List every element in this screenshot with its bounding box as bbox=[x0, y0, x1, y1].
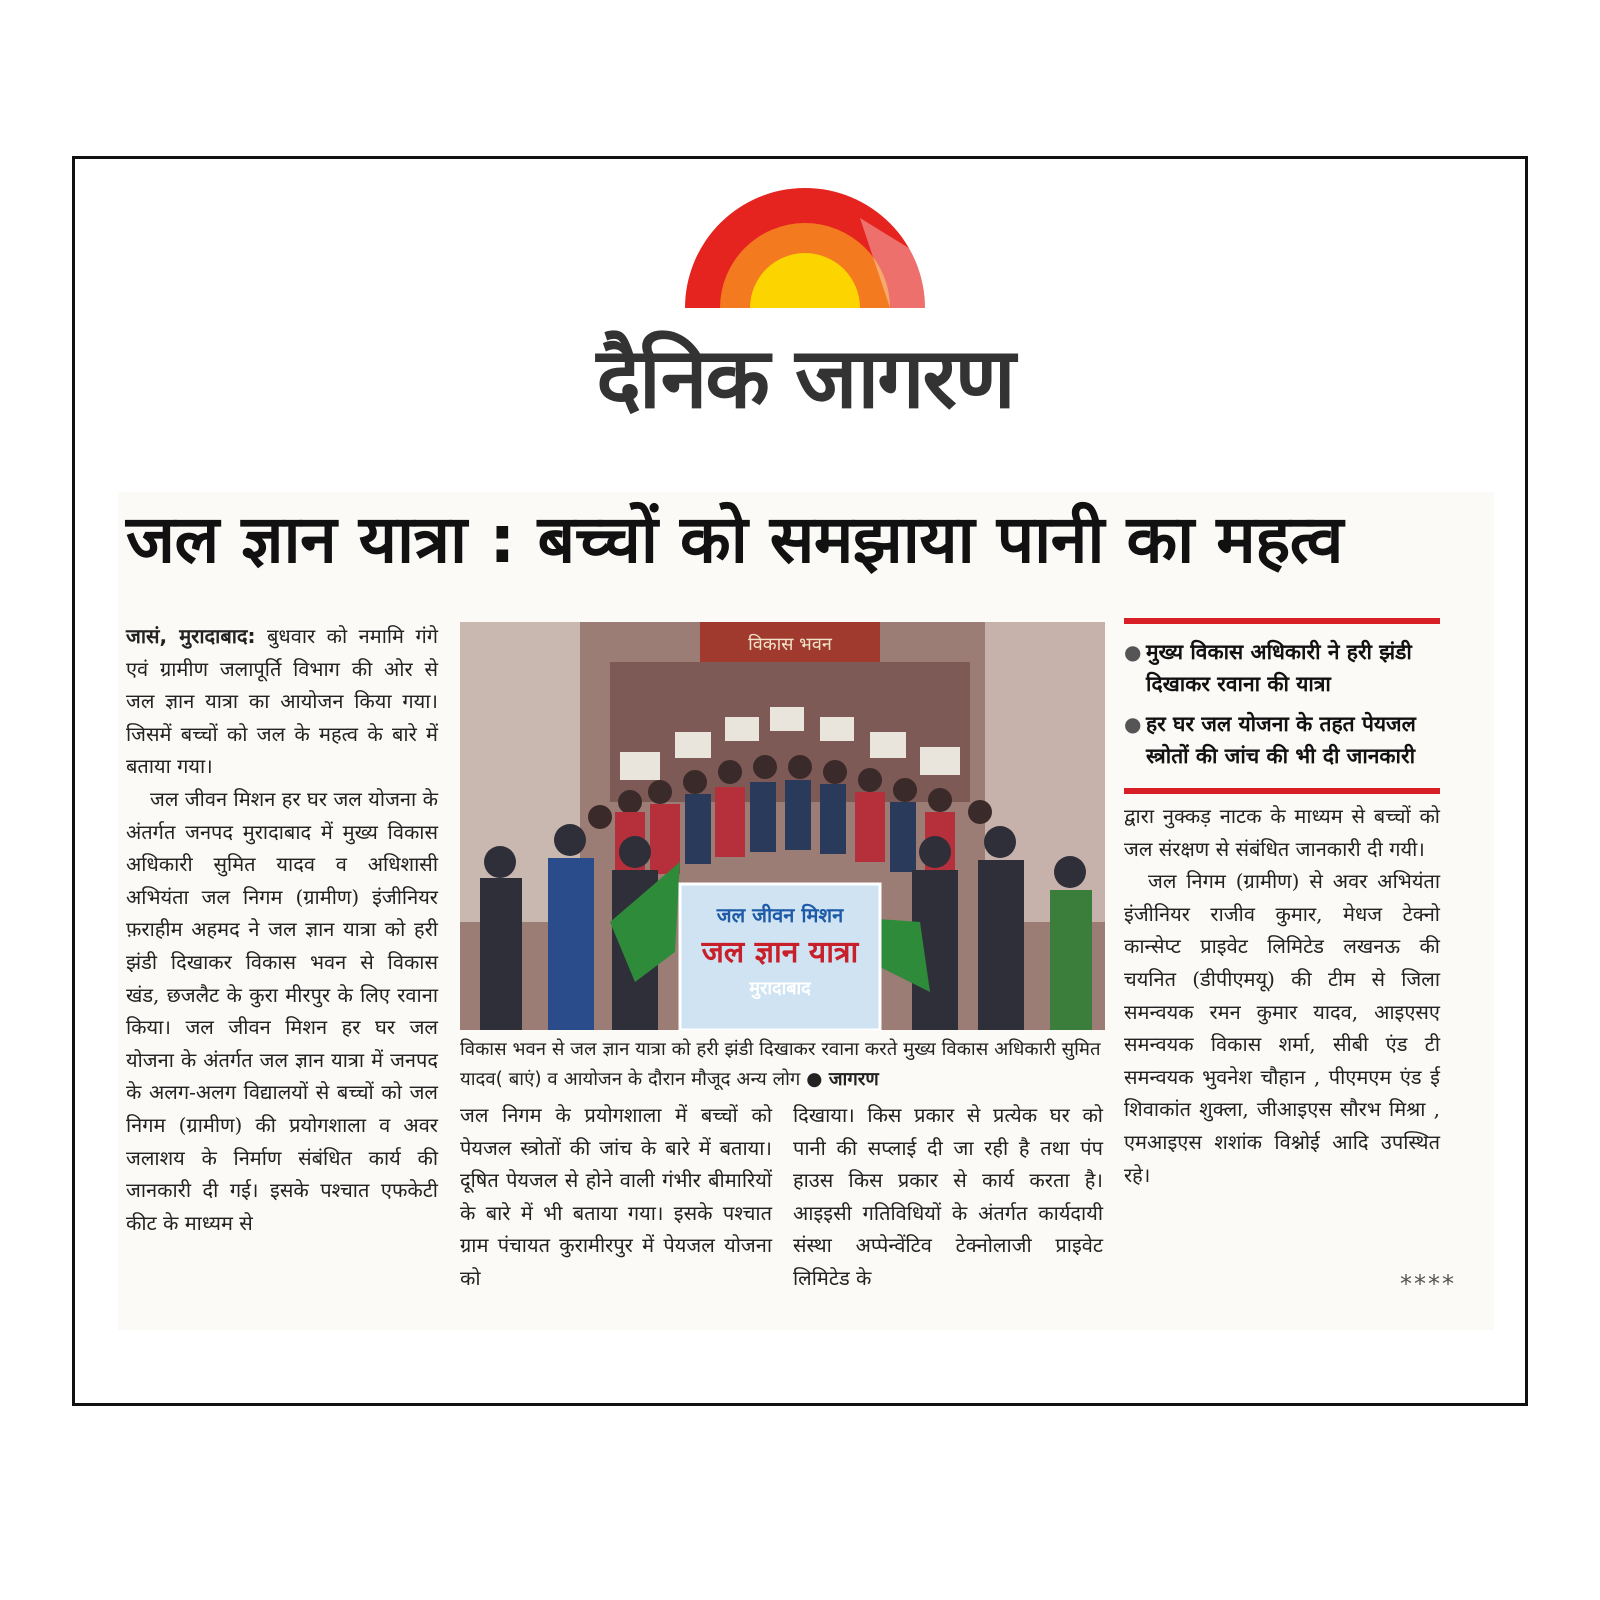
photo-caption: विकास भवन से जल ज्ञान यात्रा को हरी झंडी दिखाकर रवाना करते मुख्य विकास अधिकारी सुमित यादव( बाएं) व आयोजन के दौरान मौजूद अन्य लोग ● जागरण bbox=[460, 1039, 1101, 1090]
article-column-3: दिखाया। किस प्रकार से प्रत्येक घर को पानी की सप्लाई दी जा रही है तथा पंप हाउस किस प्रकार से कार्य करता है। आइइसी गतिविधियों के अंतर्गत कार्यदायी संस्था अप्पेन्वेंटिव टेक्नोलाजी प्राइवेट लिमिटेड के bbox=[793, 1103, 1103, 1290]
paragraph: द्वारा नुक्कड़ नाटक के माध्यम से बच्चों को जल संरक्षण से संबंधित जानकारी दी गयी। bbox=[1124, 804, 1440, 861]
highlight-item: ● मुख्य विकास अधिकारी ने हरी झंडी दिखाकर रवाना की यात्रा bbox=[1124, 636, 1440, 700]
rising-sun-icon bbox=[685, 188, 925, 313]
article-column-4 bbox=[1124, 800, 1440, 1191]
masthead-title: दैनिक जागरण bbox=[596, 329, 1014, 427]
highlight-item: ● हर घर जल योजना के तहत पेयजल स्त्रोतों की जांच की भी दी जानकारी bbox=[1124, 708, 1440, 772]
article-column-1 bbox=[126, 620, 438, 1239]
paragraph-body: जल जीवन मिशन हर घर जल योजना के अंतर्गत जनपद मुरादाबाद में मुख्य विकास अधिकारी सुमित यादव व अधिशासी अभियंता जल निगम (ग्रामीण) इंजीनियर फ़राहीम अहमद ने जल ज्ञान यात्रा को हरी झंडी दिखाकर विकास भवन से विकास खंड, छजलैट के कुरा मीरपुर के लिए रवाना किया। जल जीवन मिशन हर घर जल योजना के अंतर्गत जल ज्ञान यात्रा में जनपद के अलग-अलग विद्यालयों से बच्चों को जल निगम (ग्रामीण) की प्रयोगशाला व अवर जलाशय के निर्माण संबंधित कार्य की जानकारी दी गई। इसके पश्चात एफकेटी कीट के माध्यम से bbox=[126, 786, 438, 1235]
dateline: जासं, मुरादाबाद: bbox=[126, 624, 256, 648]
photo-credit: ● जागरण bbox=[806, 1069, 879, 1090]
banner-sub-text: मुरादाबाद bbox=[749, 978, 811, 999]
event-photo bbox=[460, 622, 1105, 1030]
bullet-icon: ● bbox=[1124, 712, 1142, 736]
photo-illustration bbox=[460, 622, 1105, 1030]
paragraph-intro: जासं, मुरादाबाद: बुधवार को नमामि गंगे एवं ग्रामीण जलापूर्ति विभाग की ओर से जल ज्ञान यात्रा का आयोजन किया गया। जिसमें बच्चों को जल के महत्व के बारे में बताया गया। bbox=[126, 624, 438, 779]
building-sign: विकास भवन bbox=[748, 634, 832, 655]
end-marks: **** bbox=[1400, 1270, 1456, 1298]
highlights-box bbox=[1124, 618, 1440, 794]
news-article bbox=[118, 492, 1494, 1330]
masthead-logo bbox=[580, 188, 1030, 448]
paragraph: जल निगम (ग्रामीण) से अवर अभियंता इंजीनियर राजीव कुमार, मेधज टेक्नो कान्सेप्ट प्राइवेट लिमिटेड लखनऊ की चयनित (डीपीएमयू) की टीम से जिला समन्वयक रमन कुमार यादव, आइएसए समन्वयक विकास शर्मा, सीबी एंड टी समन्वयक भुवनेश चौहान , पीएमएम एंड ई शिवाकांत शुक्ला, जीआइएस सौरभ मिश्रा , एमआइएस शशांक विश्नोई आदि उपस्थित रहे। bbox=[1124, 869, 1440, 1187]
banner-top-text: जल जीवन मिशन bbox=[716, 903, 844, 927]
article-column-2: जल निगम के प्रयोगशाला में बच्चों को पेयजल स्त्रोतों की जांच के बारे में बताया। दूषित पेयजल से होने वाली गंभीर बीमारियों के बारे में भी बताया गया। इसके पश्चात ग्राम पंचायत कुरामीरपुर में पेयजल योजना को bbox=[460, 1103, 772, 1290]
article-headline: जल ज्ञान यात्रा : बच्चों को समझाया पानी का महत्व bbox=[126, 501, 1343, 578]
banner-main-text: जल ज्ञान यात्रा bbox=[701, 935, 859, 970]
bullet-icon: ● bbox=[1124, 640, 1142, 664]
